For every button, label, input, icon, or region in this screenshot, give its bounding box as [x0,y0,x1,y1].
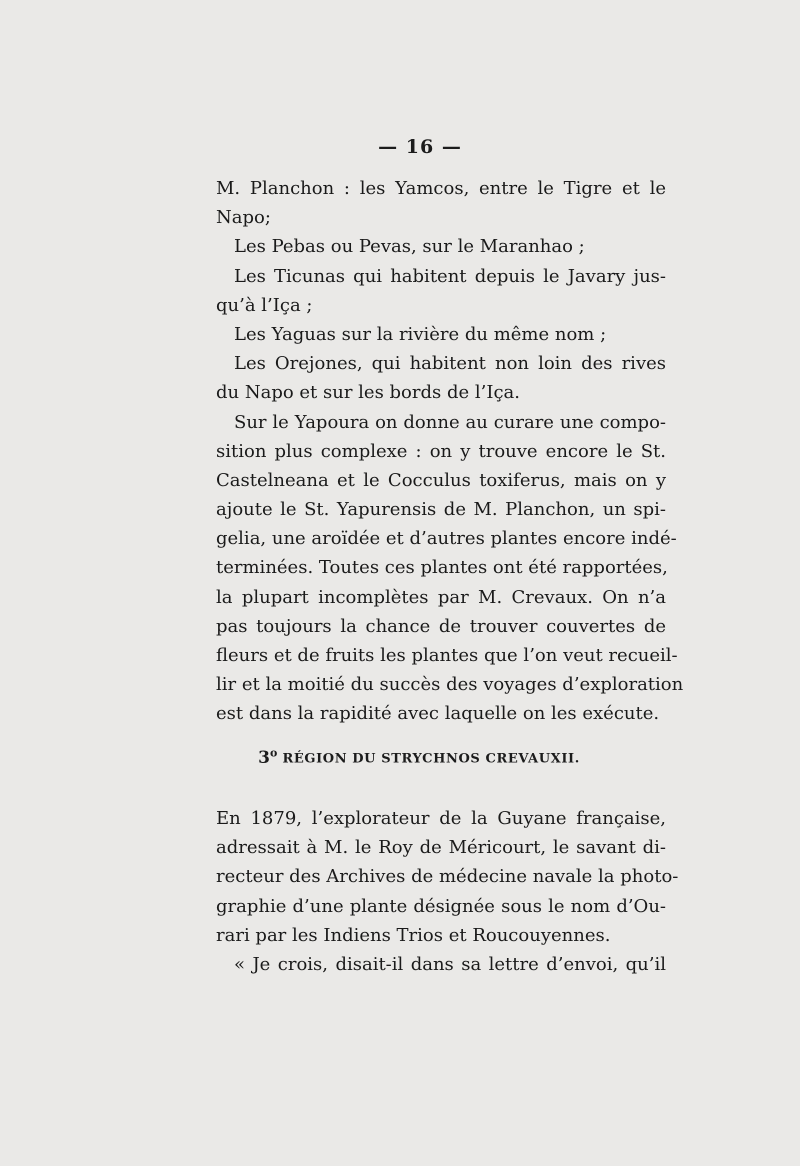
text-line: gelia, une aroïdée et d’autres plantes encore indé- [216,528,677,550]
text-line: rari par les Indiens Trios et Roucouyennes. [216,924,611,946]
text-line: sition plus complexe : on y trouve encore le St. [216,440,666,462]
text-line: Les Ticunas qui habitent depuis le Javary jus- [234,265,666,287]
text-line: du Napo et sur les bords de l’Iça. [216,382,520,404]
text-line: la plupart incomplètes par M. Crevaux. On n’a [216,586,666,608]
text-line: lir et la moitié du succès des voyages d’exploration [216,674,684,696]
section-title: RÉGION DU STRYCHNOS CREVAUXII. [282,751,580,767]
text-line: ajoute le St. Yapurensis de M. Planchon, un spi- [216,499,666,521]
page-number: — 16 — [378,136,462,158]
text-line: Les Orejones, qui habitent non loin des rives [234,353,666,375]
text-line: Sur le Yapoura on donne au curare une compo- [234,411,666,433]
text-line: M. Planchon : les Yamcos, entre le Tigre et le [216,178,666,199]
text-line: terminées. Toutes ces plantes ont été rapportées, [216,557,668,579]
text-line: adressait à M. le Roy de Méricourt, le savant di- [216,837,666,859]
text-line: fleurs et de fruits les plantes que l’on veut recueil- [216,645,678,666]
text-line: En 1879, l’explorateur de la Guyane française, [216,808,666,829]
text-line: Les Pebas ou Pevas, sur le Maranhao ; [234,236,585,258]
text-block-tribes [216,174,684,729]
text-line: qu’à l’Iça ; [216,294,313,316]
text-line: « Je crois, disait-il dans sa lettre d’envoi, qu’il [234,953,666,975]
text-block-crevaux [216,804,679,979]
section-number: 3$^o$ [258,746,278,768]
text-line: pas toujours la chance de trouver couvertes de [216,615,666,637]
text-line: graphie d’une plante désignée sous le nom d’Ou- [216,895,666,917]
text-line: est dans la rapidité avec laquelle on les exécute. [216,703,660,725]
text-line: Napo; [216,207,271,229]
text-line: Les Yaguas sur la rivière du même nom ; [234,323,607,345]
section-heading [0,746,800,768]
text-line: Castelneana et le Cocculus toxiferus, mais on y [216,469,666,491]
text-line: recteur des Archives de médecine navale la photo- [216,866,679,888]
